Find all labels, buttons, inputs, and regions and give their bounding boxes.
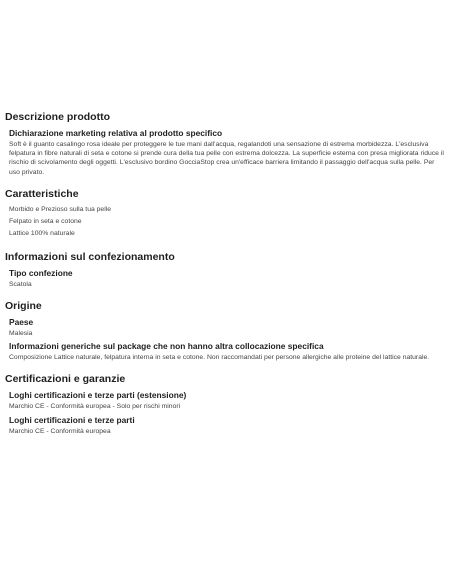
features-list (5, 204, 446, 240)
feature-item: Lattice 100% naturale (9, 229, 75, 237)
description-section (5, 110, 446, 177)
packaging-type-block (5, 267, 446, 289)
packaging-type-value: Scatola (9, 280, 32, 288)
cert-ext-value: Marchio CE - Conformità europea - Solo per rischi minori (9, 403, 181, 411)
origin-section (5, 299, 446, 362)
origin-generic-heading: Informazioni generiche sul package che non hanno altra collocazione specifica (9, 341, 324, 352)
origin-generic-value: Composizione Lattice naturale, felpatura interna in seta e cotone. Non raccomandati per persone allergiche alle proteine del lattice naturale. (9, 354, 430, 362)
description-heading: Descrizione prodotto (5, 111, 111, 123)
origin-country-heading: Paese (9, 317, 34, 328)
feature-item: Felpato in seta e cotone (9, 217, 82, 225)
origin-heading: Origine (5, 300, 42, 313)
cert-logos-heading: Loghi certificazioni e terze parti (9, 414, 135, 425)
certifications-heading: Certificazioni e garanzie (5, 373, 126, 386)
cert-ext-heading: Loghi certificazioni e terze parti (estensione) (9, 390, 187, 401)
origin-country-block (5, 316, 446, 362)
certifications-block (5, 389, 446, 435)
marketing-heading: Dichiarazione marketing relativa al prodotto specifico (9, 128, 223, 138)
packaging-heading: Informazioni sul confezionamento (5, 250, 175, 263)
packaging-section (5, 250, 446, 289)
marketing-text: Soft è il guanto casalingo rosa ideale per proteggere le tue mani dall'acqua, regalandoti una sensazione di estrema morbidezza. L'esclusiva felpatura in fibre naturali di seta e cotone si prende cura della tua pelle con estrema dolcezza. La superficie esterna con presa migliorata riduce il rischio di scivolamento degli oggetti. L'esclusivo bordino GocciaStop crea un'efficace barriera limitando il passaggio dell'acqua sulla pelle. Per uso privato. (9, 141, 444, 176)
feature-item: Morbido e Prezioso sulla tua pelle (9, 205, 112, 213)
marketing-block (5, 127, 446, 177)
origin-country-value: Malesia (9, 330, 33, 338)
cert-logos-value: Marchio CE - Conformità europea (9, 427, 111, 435)
features-heading: Caratteristiche (5, 187, 79, 200)
certifications-section (5, 372, 446, 435)
packaging-type-heading: Tipo confezione (9, 267, 73, 278)
features-section (5, 187, 446, 240)
